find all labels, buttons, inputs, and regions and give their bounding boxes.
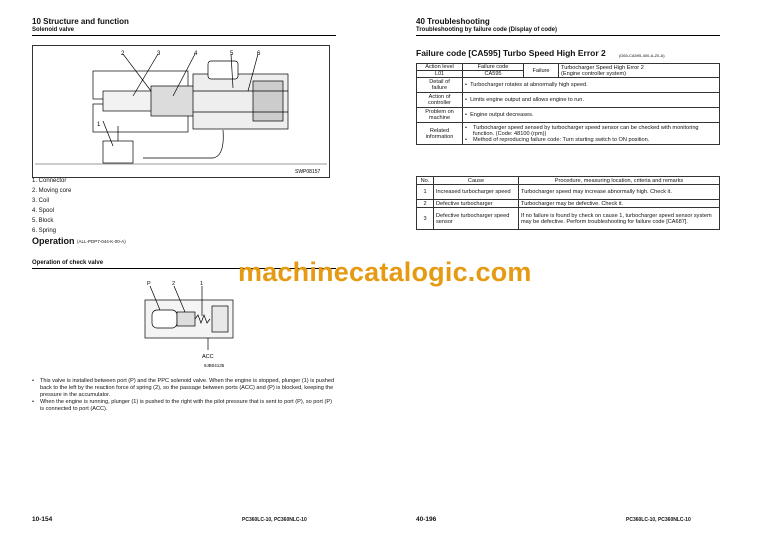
callout-4: 4 xyxy=(194,51,198,57)
parts-list-item: 3. Coil xyxy=(32,198,50,204)
check-valve-title: Operation of check valve xyxy=(32,260,104,266)
parts-list xyxy=(32,176,71,236)
failure-code-value: CA595 xyxy=(463,71,524,78)
right-page-number: 40-196 xyxy=(416,516,437,523)
left-header-rule xyxy=(32,35,336,36)
cause-row: 3 Defective turbocharger speed sensor If no failure is found by check on cause 1, turbocharger speed sensor system may be defective. Perform troubleshooting for failure code [CA687]. xyxy=(417,208,720,230)
solenoid-valve-drawing xyxy=(33,46,329,177)
callout-3: 3 xyxy=(157,51,161,57)
callout-1: 1 xyxy=(97,122,101,128)
parts-list-item: 1. Connector xyxy=(32,178,67,184)
left-page-number: 10-154 xyxy=(32,516,53,523)
header-no: No. xyxy=(417,177,434,185)
failure-label: Failure xyxy=(524,64,559,78)
row-label: Problem on machine xyxy=(417,108,463,123)
right-header-rule xyxy=(416,35,720,36)
action-level-value: L01 xyxy=(417,71,463,78)
check-valve-diagram xyxy=(140,278,236,368)
failure-value: Turbocharger Speed High Error 2 (Engine controller system) xyxy=(559,64,720,78)
row-label: Action of controller xyxy=(417,93,463,108)
check-valve-drawing xyxy=(140,278,236,368)
diagram2-code: 9JB04135 xyxy=(204,363,225,368)
bullet-item: • When the engine is running, plunger (1) is pushed to the right with the pilot pressure that is sent to port (P), so port (P) is connected to port (ACC). xyxy=(32,399,332,412)
failure-code-label: Failure code xyxy=(463,64,524,71)
label-2: 2 xyxy=(172,281,176,287)
cause-row: 2 Defective turbocharger Turbocharger may be defective. Check it. xyxy=(417,200,720,208)
diagram1-code: SWP08157 xyxy=(295,169,321,175)
row-content: • Turbocharger rotates at abnormally high speed. xyxy=(463,78,720,93)
parts-list-item: 2. Moving core xyxy=(32,188,72,194)
cause-row: 1 Increased turbocharger speed Turbocharger speed may increase abnormally high. Check it. xyxy=(417,185,720,200)
row-label: Related information xyxy=(417,123,463,145)
operation-code: (ALL-PDP7-044-K-00-A) xyxy=(77,239,126,244)
left-section-title: 10 Structure and function xyxy=(32,17,129,26)
bullet-item: • This valve is installed between port (P) and the PPC solenoid valve. When the engine is stopped, plunger (1) is pushed back to the left by the reaction force of spring (2), so the passage between ports (ACC) and (P) is blocked, keeping the pressure in the accumulator. xyxy=(32,378,335,398)
check-valve-bullets xyxy=(32,378,336,413)
solenoid-valve-diagram xyxy=(32,45,330,178)
right-section-subtitle: Troubleshooting by failure code (Display of code) xyxy=(416,27,558,33)
parts-list-item: 6. Spring xyxy=(32,228,57,234)
label-p: P xyxy=(147,281,151,287)
row-content: • Limits engine output and allows engine to run. xyxy=(463,93,720,108)
failure-code-ref: (D65-CA595-400-A-Z0-A) xyxy=(619,53,665,58)
failure-info-table xyxy=(416,63,720,145)
left-model: PC360LC-10, PC360NLC-10 xyxy=(242,517,307,523)
label-1: 1 xyxy=(200,281,204,287)
row-content: • Engine output decreases. xyxy=(463,108,720,123)
callout-2: 2 xyxy=(121,51,125,57)
action-level-label: Action level xyxy=(417,64,463,71)
row-label: Detail of failure xyxy=(417,78,463,93)
cause-table xyxy=(416,176,720,230)
operation-title: Operation xyxy=(32,236,75,246)
callout-6: 6 xyxy=(257,51,261,57)
callout-5: 5 xyxy=(230,51,234,57)
right-section-title: 40 Troubleshooting xyxy=(416,17,490,26)
right-model: PC360LC-10, PC360NLC-10 xyxy=(626,517,691,523)
header-remarks: Procedure, measuring location, criteria and remarks xyxy=(519,177,720,185)
parts-list-item: 4. Spool xyxy=(32,208,55,214)
header-cause: Cause xyxy=(434,177,519,185)
parts-list-item: 5. Block xyxy=(32,218,54,224)
watermark-text: machinecatalogic.com xyxy=(238,257,532,287)
label-acc: ACC xyxy=(202,354,214,360)
left-section-subtitle: Solenoid valve xyxy=(32,27,75,33)
failure-title: Failure code [CA595] Turbo Speed High Error 2 xyxy=(416,48,606,58)
row-content: • Turbocharger speed sensed by turbocharger speed sensor can be checked with monitoring function. (Code: 48100 (rpm)) • Method of reproducing failure code: Turn starting switch to ON position. xyxy=(463,123,720,145)
